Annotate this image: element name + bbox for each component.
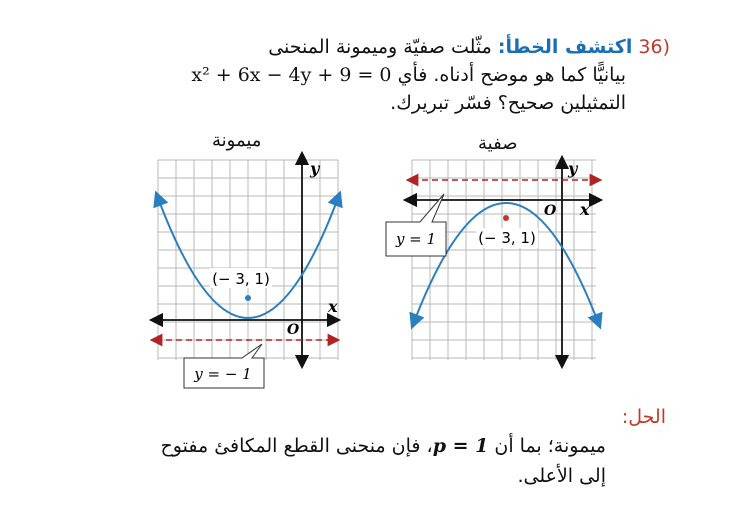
left-origin-label: O bbox=[287, 322, 300, 338]
left-x-label: x bbox=[328, 297, 338, 316]
right-vertex-label: (− 3, 1) bbox=[478, 229, 536, 247]
solution-label: الحل: bbox=[621, 406, 666, 428]
equation: x² + 6x − 4y + 9 = 0 bbox=[191, 64, 392, 86]
question-title: اكتشف الخطأ: bbox=[497, 36, 633, 58]
right-vertex-point bbox=[503, 215, 509, 221]
right-y-label: y bbox=[568, 159, 578, 178]
left-y-label: y bbox=[310, 159, 320, 178]
problem-text-3: التمثيلين صحيح؟ فسّر تبريرك. bbox=[390, 92, 626, 114]
left-directrix-label: y = − 1 bbox=[194, 365, 252, 383]
right-graph bbox=[386, 159, 598, 362]
right-grid bbox=[412, 160, 596, 360]
right-directrix-label: y = 1 bbox=[395, 230, 437, 248]
right-x-label: x bbox=[580, 200, 590, 219]
right-graph-title: صفية bbox=[478, 133, 518, 154]
solution-text-2: إلى الأعلى. bbox=[517, 465, 606, 487]
solution-text-b: ، فإن منحنى القطع المكافئ مفتوح bbox=[160, 435, 433, 457]
solution-text-a: ميمونة؛ بما أن bbox=[494, 435, 606, 457]
left-graph-title: ميمونة bbox=[212, 130, 262, 151]
question-number: (36 bbox=[638, 36, 670, 58]
p-expression: p = 1 bbox=[432, 435, 489, 457]
left-vertex-label: (− 3, 1) bbox=[212, 270, 270, 288]
problem-text-1: مثّلت صفيّة وميمونة المنحنى bbox=[268, 36, 492, 58]
left-graph bbox=[156, 158, 338, 388]
solution-line-2 bbox=[517, 462, 606, 490]
problem-text-2: بيانيًّا كما هو موضح أدناه. فأي bbox=[397, 64, 626, 86]
right-origin-label: O bbox=[544, 203, 557, 219]
solution-line-1 bbox=[161, 432, 606, 460]
left-vertex-point bbox=[245, 295, 251, 301]
